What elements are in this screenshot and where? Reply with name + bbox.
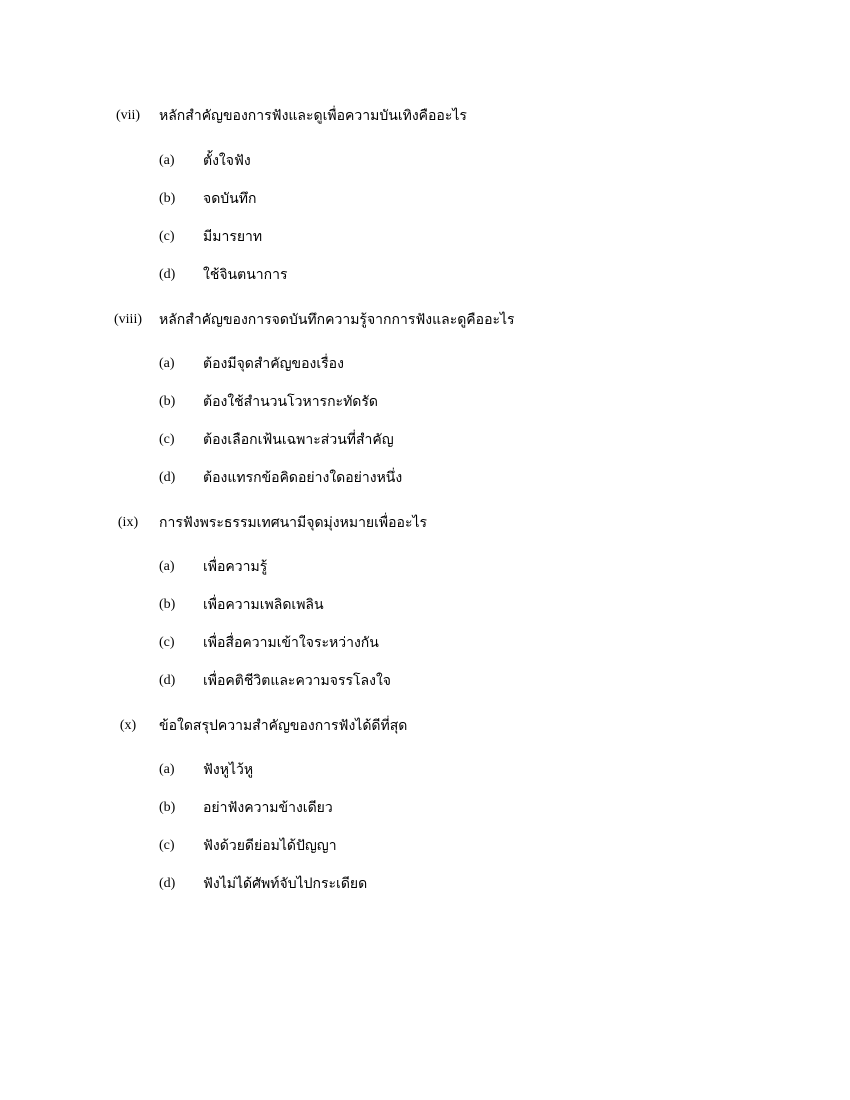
question-text: หลักสำคัญของการฟังและดูเพื่อความบันเทิงคืออะไร: [159, 108, 467, 124]
choice-letter: (b): [159, 597, 176, 612]
choice-letter: (c): [159, 229, 175, 244]
choice-text: เพื่อคติชีวิตและความจรรโลงใจ: [203, 673, 391, 689]
choice-text: เพื่อความเพลิดเพลิน: [203, 597, 324, 613]
choice-text: ฟังหูไว้หู: [203, 762, 254, 778]
choice-letter: (c): [159, 635, 175, 650]
choice-text: ฟังด้วยดีย่อมได้ปัญญา: [203, 838, 337, 854]
choice-text: เพื่อสื่อความเข้าใจระหว่างกัน: [203, 635, 379, 651]
choice-letter: (b): [159, 191, 176, 206]
question-number: (x): [119, 718, 137, 733]
choice-text: ต้องใช้สำนวนโวหารกะทัดรัด: [203, 394, 378, 410]
choice-letter: (a): [159, 762, 175, 777]
choice-letter: (b): [159, 800, 176, 815]
question-number: (viii): [114, 312, 142, 327]
choice-text: มีมารยาท: [203, 229, 263, 245]
question-number: (ix): [117, 515, 139, 530]
choice-text: ใช้จินตนาการ: [203, 267, 288, 283]
choice-text: ตั้งใจฟัง: [203, 153, 251, 169]
choice-letter: (d): [159, 470, 176, 485]
question-number: (vii): [115, 108, 141, 123]
choice-letter: (d): [159, 673, 176, 688]
question-text: การฟังพระธรรมเทศนามีจุดมุ่งหมายเพื่ออะไร: [159, 515, 428, 531]
choice-text: จดบันทึก: [203, 191, 257, 207]
question-text: หลักสำคัญของการจดบันทึกความรู้จากการฟังและดูคืออะไร: [159, 312, 515, 328]
choice-letter: (d): [159, 876, 176, 891]
question-text: ข้อใดสรุปความสำคัญของการฟังได้ดีที่สุด: [159, 718, 408, 734]
choice-letter: (a): [159, 559, 175, 574]
choice-letter: (a): [159, 153, 175, 168]
choice-text: อย่าฟังความข้างเดียว: [203, 800, 333, 816]
choice-text: เพื่อความรู้: [203, 559, 268, 575]
choice-letter: (c): [159, 432, 175, 447]
choice-letter: (b): [159, 394, 176, 409]
choice-text: ฟังไม่ได้ศัพท์จับไปกระเดียด: [203, 876, 368, 892]
choice-text: ต้องมีจุดสำคัญของเรื่อง: [203, 356, 344, 372]
choice-text: ต้องแทรกข้อคิดอย่างใดอย่างหนึ่ง: [203, 470, 403, 486]
choice-letter: (c): [159, 838, 175, 853]
choice-text: ต้องเลือกเฟ้นเฉพาะส่วนที่สำคัญ: [203, 432, 394, 448]
choice-letter: (a): [159, 356, 175, 371]
choice-letter: (d): [159, 267, 176, 282]
